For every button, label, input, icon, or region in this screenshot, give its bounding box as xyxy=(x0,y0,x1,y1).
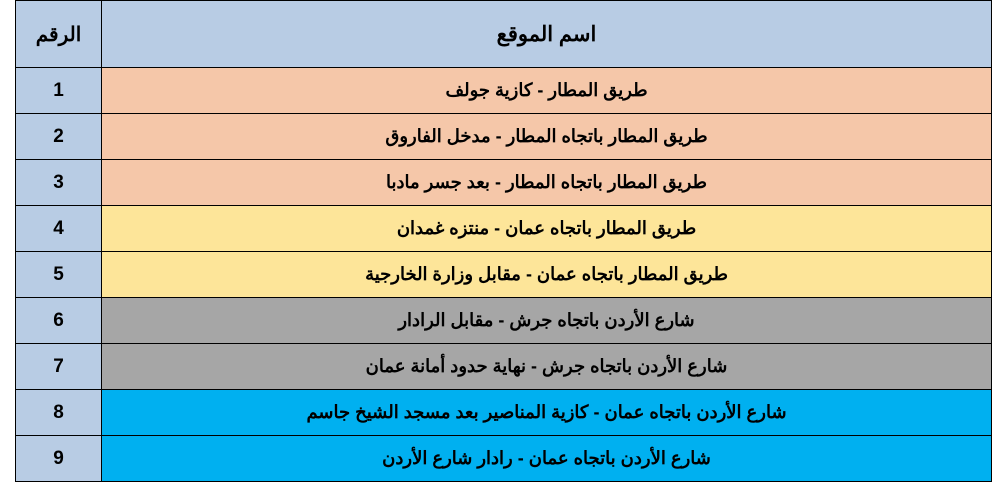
table-row xyxy=(16,206,992,252)
location-name-cell: شارع الأردن باتجاه عمان - كازية المناصير بعد مسجد الشيخ جاسم xyxy=(102,390,992,436)
table-row xyxy=(16,298,992,344)
column-header-number: الرقم xyxy=(16,1,102,68)
row-number-cell: 4 xyxy=(16,206,102,252)
row-number-cell: 9 xyxy=(16,436,102,482)
row-number-cell: 2 xyxy=(16,114,102,160)
table-row xyxy=(16,114,992,160)
table-row xyxy=(16,68,992,114)
table-row xyxy=(16,390,992,436)
table-header-row xyxy=(16,1,992,68)
row-number-cell: 5 xyxy=(16,252,102,298)
location-name-cell: طريق المطار باتجاه عمان - منتزه غمدان xyxy=(102,206,992,252)
location-name-cell: شارع الأردن باتجاه جرش - نهاية حدود أمانة عمان xyxy=(102,344,992,390)
location-name-cell: طريق المطار باتجاه المطار - مدخل الفاروق xyxy=(102,114,992,160)
location-name-cell: طريق المطار - كازية جولف xyxy=(102,68,992,114)
table-row xyxy=(16,436,992,482)
location-name-cell: طريق المطار باتجاه المطار - بعد جسر مادبا xyxy=(102,160,992,206)
row-number-cell: 3 xyxy=(16,160,102,206)
column-header-location-name: اسم الموقع xyxy=(102,1,992,68)
table-row xyxy=(16,160,992,206)
row-number-cell: 8 xyxy=(16,390,102,436)
row-number-cell: 1 xyxy=(16,68,102,114)
row-number-cell: 6 xyxy=(16,298,102,344)
table-row xyxy=(16,344,992,390)
table-body xyxy=(16,68,992,482)
locations-table xyxy=(15,0,992,482)
location-name-cell: شارع الأردن باتجاه جرش - مقابل الرادار xyxy=(102,298,992,344)
row-number-cell: 7 xyxy=(16,344,102,390)
location-name-cell: شارع الأردن باتجاه عمان - رادار شارع الأردن xyxy=(102,436,992,482)
location-name-cell: طريق المطار باتجاه عمان - مقابل وزارة الخارجية xyxy=(102,252,992,298)
table-row xyxy=(16,252,992,298)
